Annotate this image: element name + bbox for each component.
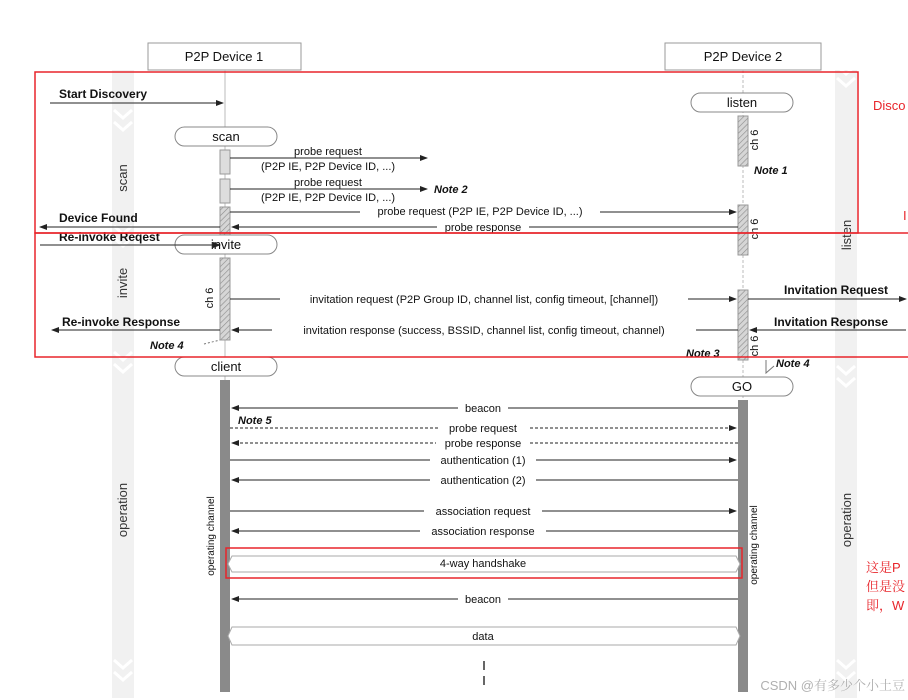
probe-request-3-label: probe request (P2P IE, P2P Device ID, ...) <box>377 206 583 218</box>
assoc-request-label: association request <box>435 506 531 518</box>
probe-response-2-label: probe response <box>444 438 522 450</box>
beacon-2-label: beacon <box>464 594 502 606</box>
operating-channel-left-label: operating channel <box>206 496 217 576</box>
note-3: Note 3 <box>686 348 720 360</box>
device1-ch6-hatched-2 <box>220 258 230 340</box>
operating-channel-right-label: operating channel <box>749 505 760 585</box>
assoc-response-label: association response <box>431 526 535 538</box>
note-4-left: Note 4 <box>150 340 184 352</box>
beacon-1-label: beacon <box>464 403 502 415</box>
note-1: Note 1 <box>754 165 788 177</box>
go-state-label: GO <box>731 379 753 394</box>
probe-response-1-label: probe response <box>444 222 522 234</box>
note-2: Note 2 <box>434 184 468 196</box>
reinvoke-request-label: Re-invoke Reqest <box>59 230 160 244</box>
phase-invite: invite <box>115 267 130 299</box>
probe-request-1-line2: (P2P IE, P2P Device ID, ...) <box>260 161 396 173</box>
phase-chevrons-right <box>835 66 857 698</box>
device-found-label: Device Found <box>59 211 138 225</box>
annotation-cn-line3: 即，W <box>866 598 905 613</box>
scan-state-label: scan <box>212 129 240 144</box>
probe-request-2-line1: probe request <box>294 177 362 189</box>
annotation-cut-i: I <box>903 208 907 223</box>
annotation-cn-line1: 这是P <box>866 560 901 575</box>
invite-state-label: invite <box>210 237 242 252</box>
phase-operation-left: operation <box>115 482 130 538</box>
reinvoke-response-label: Re-invoke Response <box>62 315 181 329</box>
data-label: data <box>472 631 494 643</box>
csdn-watermark: CSDN @有多少个小土豆 <box>760 678 905 693</box>
phase-operation-right: operation <box>839 492 854 548</box>
phase-listen: listen <box>839 219 854 251</box>
ch6-left-label: ch 6 <box>204 287 216 309</box>
invitation-response-label: invitation response (success, BSSID, channel list, config timeout, channel) <box>303 325 665 337</box>
device2-listen-hatched-2 <box>738 205 748 255</box>
annotation-discovery: Disco <box>873 98 906 113</box>
auth-1-label: authentication (1) <box>440 455 526 467</box>
phase-chevrons-left <box>112 70 134 698</box>
note-4-left-pointer <box>204 340 220 344</box>
device1-ch6-hatched-1 <box>220 207 230 235</box>
annotation-cn-line2: 但是没 <box>866 579 906 594</box>
note-4-right: Note 4 <box>776 358 810 370</box>
invitation-response-ext-label: Invitation Response <box>774 315 889 329</box>
device2-operating-bar <box>738 400 748 692</box>
device2-title: P2P Device 2 <box>703 49 783 64</box>
note-4-right-pointer <box>766 360 774 373</box>
ch6-right-mid-label: ch 6 <box>749 218 761 240</box>
device1-operating-bar <box>220 380 230 692</box>
note-5: Note 5 <box>238 415 272 427</box>
device1-scan-bar-1 <box>220 150 230 174</box>
invitation-request-ext-label: Invitation Request <box>784 283 889 297</box>
auth-2-label: authentication (2) <box>440 475 526 487</box>
probe-request-1-line1: probe request <box>294 146 362 158</box>
handshake-label: 4-way handshake <box>439 558 527 570</box>
device1-scan-bar-2 <box>220 179 230 203</box>
client-state-label: client <box>210 359 242 374</box>
ch6-right-top-label: ch 6 <box>749 129 761 151</box>
device1-title: P2P Device 1 <box>184 49 264 64</box>
listen-state-label: listen <box>726 95 758 110</box>
phase-scan: scan <box>115 164 130 192</box>
probe-request-2-line2: (P2P IE, P2P Device ID, ...) <box>260 192 396 204</box>
invitation-request-label: invitation request (P2P Group ID, channel list, config timeout, [channel]) <box>309 294 659 306</box>
probe-request-4-label: probe request <box>449 423 517 435</box>
device2-listen-hatched-3 <box>738 290 748 360</box>
start-discovery-label: Start Discovery <box>59 87 148 101</box>
device2-listen-hatched-1 <box>738 116 748 166</box>
ch6-right-low-label: ch 6 <box>749 335 761 357</box>
